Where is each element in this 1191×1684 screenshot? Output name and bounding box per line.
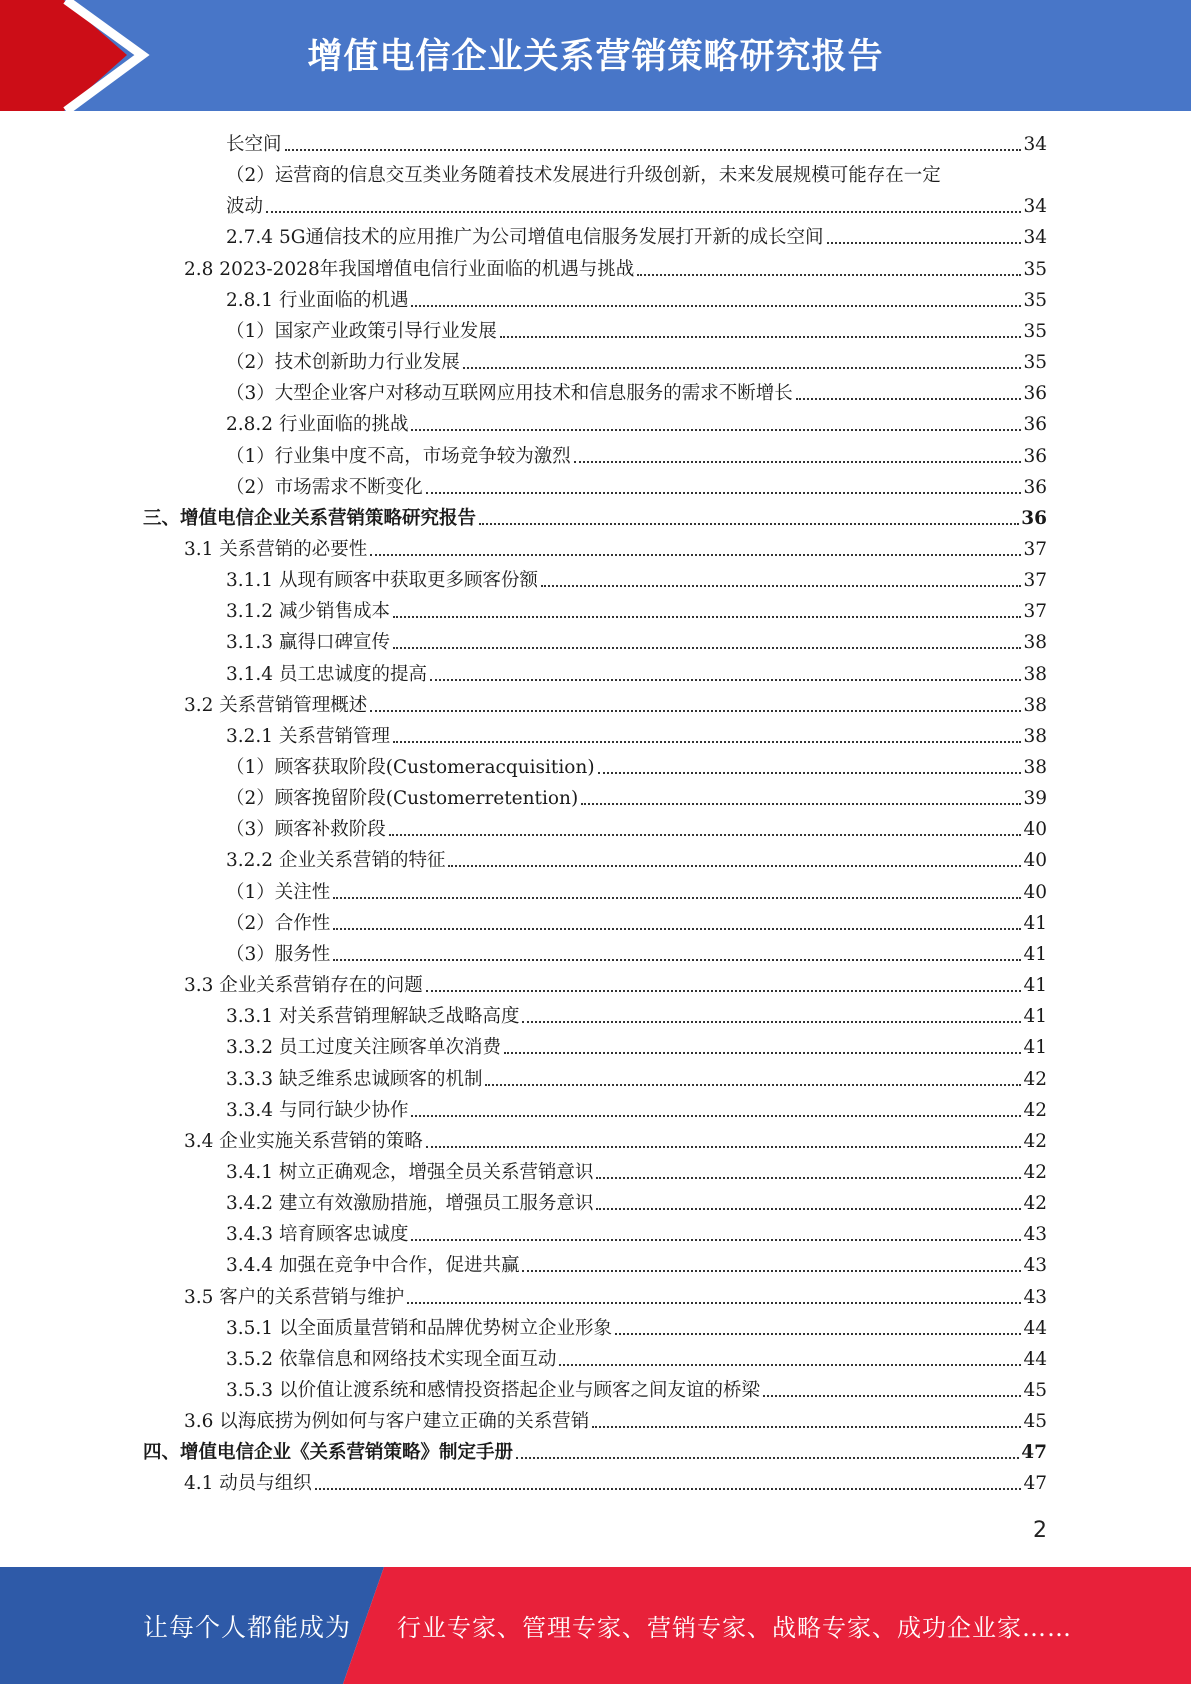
toc-entry-title: 3.2 关系营销管理概述 <box>184 694 368 716</box>
toc-entry-page: 36 <box>1023 383 1047 405</box>
toc-dot-leader <box>615 1333 1021 1335</box>
toc-dot-leader <box>516 1457 1019 1459</box>
toc-entry-page: 38 <box>1023 725 1047 747</box>
toc-entry-page: 42 <box>1023 1193 1047 1215</box>
toc-entry-page: 45 <box>1023 1411 1047 1433</box>
toc-dot-leader <box>389 834 1022 836</box>
toc-entry-page: 40 <box>1023 881 1047 903</box>
toc-entry[interactable] <box>184 687 1047 718</box>
header-title: 增值电信企业关系营销策略研究报告 <box>307 37 884 77</box>
toc-dot-leader <box>463 367 1022 369</box>
toc-entry[interactable] <box>184 251 1047 282</box>
toc-entry[interactable] <box>184 1279 1047 1310</box>
toc-entry-title: （3）大型企业客户对移动互联网应用技术和信息服务的需求不断增长 <box>226 383 793 405</box>
toc-dot-leader <box>370 710 1021 712</box>
toc-entry[interactable] <box>226 593 1047 624</box>
toc-entry-title: （1）关注性 <box>226 881 331 903</box>
toc-entry-title: 3.1.2 减少销售成本 <box>226 601 390 623</box>
toc-entry-page: 41 <box>1023 943 1047 965</box>
toc-entry[interactable] <box>143 500 1047 531</box>
toc-entry-title: 3.1.3 赢得口碑宣传 <box>226 632 390 654</box>
toc-dot-leader <box>407 1302 1021 1304</box>
toc-entry[interactable] <box>226 1372 1047 1403</box>
toc-entry-title: 3.5.1 以全面质量营销和品牌优势树立企业形象 <box>226 1317 612 1339</box>
toc-entry-title: （2）市场需求不断变化 <box>226 476 423 498</box>
toc-entry-title: 长空间 <box>226 134 282 155</box>
toc-entry-page: 35 <box>1023 320 1047 342</box>
toc-entry-title: （3）顾客补救阶段 <box>226 819 386 841</box>
toc-entry-page: 34 <box>1023 227 1047 249</box>
toc-dot-leader <box>426 1146 1022 1148</box>
toc-entry-page: 37 <box>1023 601 1047 623</box>
toc-entry-title: 3.3 企业关系营销存在的问题 <box>184 975 423 997</box>
toc-dot-leader <box>827 242 1022 244</box>
toc-dot-leader <box>333 959 1021 961</box>
toc-entry[interactable] <box>184 1123 1047 1154</box>
page-header <box>0 0 1191 111</box>
toc-dot-leader <box>598 772 1022 774</box>
toc-entry[interactable] <box>226 1247 1047 1278</box>
toc-entry[interactable] <box>226 406 1047 437</box>
toc-entry-title: 四、增值电信企业《关系营销策略》制定手册 <box>143 1442 514 1464</box>
toc-entry[interactable] <box>226 438 1047 469</box>
toc-dot-leader <box>393 616 1021 618</box>
toc-entry[interactable] <box>226 219 1047 250</box>
toc-entry[interactable] <box>226 1185 1047 1216</box>
toc-entry[interactable] <box>226 936 1047 967</box>
toc-entry[interactable] <box>184 967 1047 998</box>
toc-entry[interactable] <box>226 1341 1047 1372</box>
toc-entry-page: 44 <box>1023 1317 1047 1339</box>
toc-entry-title: 3.3.1 对关系营销理解缺乏战略高度 <box>226 1006 520 1028</box>
toc-dot-leader <box>285 149 1022 151</box>
toc-entry-page: 41 <box>1023 1037 1047 1059</box>
toc-entry[interactable] <box>184 1403 1047 1434</box>
toc-entry-page: 41 <box>1023 1006 1047 1028</box>
toc-entry-page: 34 <box>1023 134 1047 155</box>
toc-entry-title: （2）合作性 <box>226 912 331 934</box>
toc-entry-page: 47 <box>1023 1473 1047 1495</box>
toc-entry[interactable] <box>226 718 1047 749</box>
toc-entry[interactable] <box>226 656 1047 687</box>
toc-entry-title: 3.6 以海底捞为例如何与客户建立正确的关系营销 <box>184 1411 590 1433</box>
toc-entry[interactable] <box>226 562 1047 593</box>
toc-entry[interactable] <box>226 624 1047 655</box>
toc-entry-title: 3.2.1 关系营销管理 <box>226 725 390 747</box>
toc-dot-leader <box>479 523 1019 525</box>
toc-entry-page: 42 <box>1023 1130 1047 1152</box>
toc-entry-page: 37 <box>1023 570 1047 592</box>
toc-entry-page: 40 <box>1023 819 1047 841</box>
toc-entry[interactable] <box>226 842 1047 873</box>
toc-dot-leader <box>796 398 1022 400</box>
toc-entry-page: 34 <box>1023 196 1047 218</box>
footer-slogan-right: 行业专家、管理专家、营销专家、战略专家、成功企业家…… <box>397 1614 1072 1642</box>
footer-slogan-left: 让每个人都能成为 <box>143 1612 352 1642</box>
toc-dot-leader <box>411 1115 1021 1117</box>
toc-entry-page: 38 <box>1023 663 1047 685</box>
toc-dot-leader <box>637 274 1021 276</box>
toc-entry[interactable] <box>226 344 1047 375</box>
toc-dot-leader <box>763 1395 1021 1397</box>
toc-entry-page: 43 <box>1023 1224 1047 1246</box>
toc-entry[interactable] <box>226 1092 1047 1123</box>
toc-entry[interactable] <box>184 1465 1047 1496</box>
toc-dot-leader <box>448 865 1021 867</box>
toc-dot-leader <box>504 1052 1021 1054</box>
toc-entry-title: 2.7.4 5G通信技术的应用推广为公司增值电信服务发展打开新的成长空间 <box>226 227 824 249</box>
toc-entry-title: 2.8.1 行业面临的机遇 <box>226 289 409 311</box>
toc-entry-title: 3.4.3 培育顾客忠诚度 <box>226 1224 409 1246</box>
toc-entry-title: 3.4.4 加强在竞争中合作，促进共赢 <box>226 1255 520 1277</box>
toc-dot-leader <box>596 1177 1021 1179</box>
toc-entry[interactable] <box>226 874 1047 905</box>
toc-entry[interactable] <box>184 531 1047 562</box>
toc-entry-title: （2）顾客挽留阶段(Customerretention) <box>226 788 579 810</box>
toc-entry[interactable] <box>226 1029 1047 1060</box>
toc-entry-page: 35 <box>1023 352 1047 374</box>
toc-entry-title: （2）技术创新助力行业发展 <box>226 352 460 374</box>
toc-entry-title: 3.5.3 以价值让渡系统和感情投资搭起企业与顾客之间友谊的桥梁 <box>226 1380 760 1401</box>
toc-entry[interactable] <box>226 905 1047 936</box>
toc-dot-leader <box>541 585 1021 587</box>
toc-entry-title: 3.1 关系营销的必要性 <box>184 538 368 560</box>
toc-entry[interactable] <box>226 1216 1047 1247</box>
toc-entry[interactable] <box>226 749 1047 780</box>
toc-entry-title: 4.1 动员与组织 <box>184 1473 312 1495</box>
toc-dot-leader <box>393 741 1021 743</box>
toc-entry-page: 42 <box>1023 1068 1047 1090</box>
toc-entry[interactable] <box>226 188 1047 219</box>
toc-entry-page: 40 <box>1023 850 1047 872</box>
toc-dot-leader <box>411 305 1021 307</box>
toc-dot-leader <box>411 429 1021 431</box>
toc-entry-title: （3）服务性 <box>226 943 331 965</box>
toc-entry[interactable] <box>226 811 1047 842</box>
toc-dot-leader <box>485 1084 1021 1086</box>
toc-entry-page: 47 <box>1021 1442 1047 1464</box>
toc-entry[interactable] <box>226 1310 1047 1341</box>
toc-dot-leader <box>522 1021 1021 1023</box>
toc-entry[interactable] <box>226 375 1047 406</box>
toc-dot-leader <box>315 1488 1022 1490</box>
toc-dot-leader <box>596 1208 1021 1210</box>
toc-entry[interactable] <box>226 157 1047 188</box>
toc-entry-page: 42 <box>1023 1099 1047 1121</box>
toc-entry-page: 41 <box>1023 975 1047 997</box>
toc-entry-page: 36 <box>1021 507 1047 529</box>
toc-entry-title: 3.4.2 建立有效激励措施，增强员工服务意识 <box>226 1193 594 1215</box>
toc-entry-page: 43 <box>1023 1255 1047 1277</box>
toc-entry-page: 36 <box>1023 414 1047 436</box>
toc-entry-title: 3.2.2 企业关系营销的特征 <box>226 850 446 872</box>
toc-dot-leader <box>393 647 1021 649</box>
toc-entry-page: 37 <box>1023 538 1047 560</box>
toc-entry[interactable] <box>226 998 1047 1029</box>
page-number: 2 <box>1033 1518 1047 1543</box>
toc-entry-title: 3.3.3 缺乏维系忠诚顾客的机制 <box>226 1068 483 1090</box>
toc-entry-title: 三、增值电信企业关系营销策略研究报告 <box>143 507 477 529</box>
toc-dot-leader <box>500 336 1022 338</box>
toc-dot-leader <box>370 554 1021 556</box>
toc-entry-page: 38 <box>1023 694 1047 716</box>
toc-dot-leader <box>333 897 1021 899</box>
toc-entry-title: （1）行业集中度不高，市场竞争较为激烈 <box>226 445 571 467</box>
toc-entry-page: 45 <box>1023 1380 1047 1401</box>
toc-entry-title: 波动 <box>226 196 264 218</box>
toc-entry-title: 3.5 客户的关系营销与维护 <box>184 1286 405 1308</box>
toc-entry-title: （1）国家产业政策引导行业发展 <box>226 320 497 342</box>
toc-entry[interactable] <box>226 1061 1047 1092</box>
toc-entry[interactable] <box>226 1154 1047 1185</box>
toc-entry-page: 39 <box>1023 788 1047 810</box>
toc-entry-page: 38 <box>1023 632 1047 654</box>
toc-entry-title: 2.8 2023-2028年我国增值电信行业面临的机遇与挑战 <box>184 258 635 280</box>
toc-entry-title: 3.4.1 树立正确观念，增强全员关系营销意识 <box>226 1161 594 1183</box>
toc-entry[interactable] <box>143 1434 1047 1465</box>
toc-entry-page: 35 <box>1023 258 1047 280</box>
toc-dot-leader <box>559 1364 1021 1366</box>
toc-entry-title: 3.3.2 员工过度关注顾客单次消费 <box>226 1037 501 1059</box>
toc-entry-page: 41 <box>1023 912 1047 934</box>
toc-entry[interactable] <box>226 126 1047 157</box>
toc-dot-leader <box>426 492 1022 494</box>
toc-entry-title: 3.5.2 依靠信息和网络技术实现全面互动 <box>226 1348 557 1370</box>
toc-entry-title: （1）顾客获取阶段(Customeracquisition) <box>226 757 595 778</box>
toc-entry-page: 42 <box>1023 1161 1047 1183</box>
toc-entry-title: 3.4 企业实施关系营销的策略 <box>184 1130 423 1152</box>
toc-entry-title: 3.3.4 与同行缺少协作 <box>226 1099 409 1121</box>
page-footer <box>0 1567 1191 1684</box>
toc-dot-leader <box>411 1239 1021 1241</box>
toc-entry-page: 43 <box>1023 1286 1047 1308</box>
toc-dot-leader <box>592 1426 1021 1428</box>
toc-dot-leader <box>581 803 1021 805</box>
toc-entry[interactable] <box>226 313 1047 344</box>
toc-entry-page: 44 <box>1023 1348 1047 1370</box>
toc-entry-title: 3.1.1 从现有顾客中获取更多顾客份额 <box>226 570 538 592</box>
toc-entry[interactable] <box>226 282 1047 313</box>
toc-entry[interactable] <box>226 469 1047 500</box>
toc-entry-title: 2.8.2 行业面临的挑战 <box>226 414 409 436</box>
toc-entry-page: 38 <box>1023 757 1047 778</box>
toc-entry-page: 36 <box>1023 476 1047 498</box>
toc-dot-leader <box>266 211 1021 213</box>
toc-dot-leader <box>574 461 1022 463</box>
toc-dot-leader <box>426 990 1022 992</box>
toc-entry[interactable] <box>226 780 1047 811</box>
toc-entry-title: （2）运营商的信息交互类业务随着技术发展进行升级创新，未来发展规模可能存在一定 <box>226 165 941 187</box>
toc-entry-page: 35 <box>1023 289 1047 311</box>
toc-entry-page: 36 <box>1023 445 1047 467</box>
toc-entry-title: 3.1.4 员工忠诚度的提高 <box>226 663 427 685</box>
toc-dot-leader <box>333 928 1021 930</box>
toc-dot-leader <box>522 1270 1021 1272</box>
toc-dot-leader <box>430 679 1021 681</box>
